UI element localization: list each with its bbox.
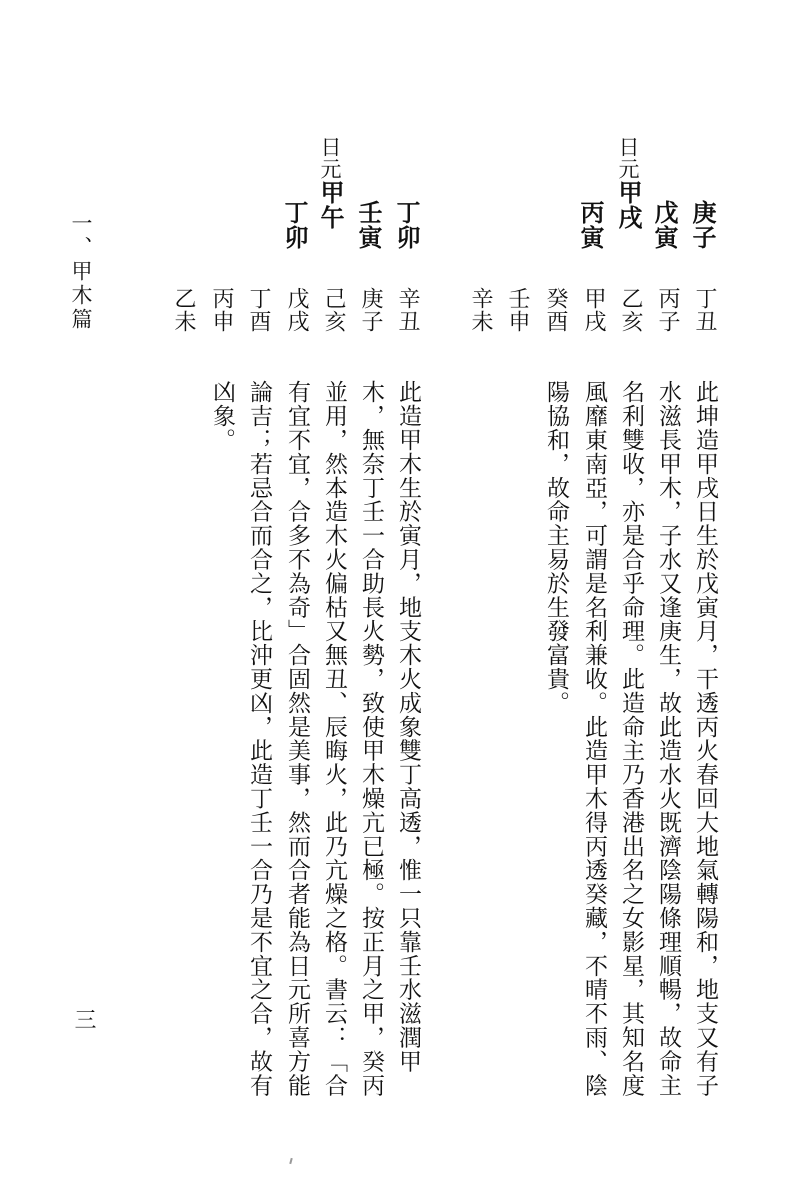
- case1-day-master-label: 日元: [616, 136, 640, 180]
- case2-day-master-label: 日元: [318, 136, 342, 180]
- case1-luck-pillar: 丙子: [655, 287, 680, 333]
- scan-speck: [289, 1158, 292, 1164]
- case2-day-pillar-group: [316, 136, 345, 230]
- case2-text-line: 並用，然本造木火偏枯又無丑、辰晦火，此乃亢燥之格。書云：「合: [321, 380, 347, 1097]
- case1-luck-pillar: 甲戌: [581, 287, 606, 333]
- case2-luck-pillar: 辛丑: [395, 287, 420, 333]
- case2-text-line: 木，無奈丁壬一合助長火勢，致使甲木燥亢已極。按正月之甲，癸丙: [358, 380, 384, 1097]
- running-header: 一、甲木篇: [69, 212, 93, 332]
- case1-luck-pillar: 丁丑: [692, 287, 717, 333]
- case1-luck-pillar: 癸酉: [543, 287, 568, 333]
- case1-text-line: 水滋長甲木，子水又逢庚生，故此造水火既濟陰陽條理順暢，故命主: [655, 380, 681, 1097]
- case1-text-line: 名利雙收，亦是合乎命理。此造命主乃香港出名之女影星，其知名度: [618, 380, 644, 1097]
- case1-luck-pillar: 乙亥: [618, 287, 643, 333]
- case1-text-line: 陽協和，故命主易於生發富貴。: [543, 380, 569, 715]
- case2-luck-pillar: 丁酉: [246, 287, 271, 333]
- case1-luck-pillar: 壬申: [505, 287, 530, 333]
- case2-luck-pillar: 己亥: [321, 287, 346, 333]
- case1-month-pillar: 戊寅: [650, 200, 679, 250]
- case1-luck-pillar: 辛未: [468, 287, 493, 333]
- case1-text-line: 風靡東南亞，可謂是名利兼收。此造甲木得丙透癸藏，不晴不雨、陰: [581, 380, 607, 1097]
- case2-text-line: 凶象。: [209, 380, 235, 452]
- case2-text-line: 有宜不宜，合多不為奇」合固然是美事，然而合者能為日元所喜方能: [284, 380, 310, 1097]
- case2-luck-pillar: 庚子: [358, 287, 383, 333]
- case1-text-line: 此坤造甲戌日生於戊寅月，干透丙火春回大地氣轉陽和，地支又有子: [692, 380, 718, 1097]
- case2-text-line: 此造甲木生於寅月，地支木火成象雙丁高透，惟一只靠壬水滋潤甲: [395, 380, 421, 1074]
- case2-luck-pillar: 乙未: [171, 287, 196, 333]
- case2-year-pillar: 丁卯: [392, 200, 421, 250]
- case1-day-pillar-group: [614, 136, 643, 230]
- case2-hour-pillar: 丁卯: [280, 200, 309, 250]
- case2-text-line: 論吉；若忌合而合之，比沖更凶，此造丁壬一合乃是不宜之合，故有: [246, 380, 272, 1097]
- case1-hour-pillar: 丙寅: [576, 200, 605, 250]
- case1-day-pillar: 甲戌: [614, 180, 643, 230]
- page-number: 三: [71, 1008, 96, 1030]
- case2-luck-pillar: 戊戌: [284, 287, 309, 333]
- case2-luck-pillar: 丙申: [209, 287, 234, 333]
- case2-month-pillar: 壬寅: [354, 200, 383, 250]
- case1-year-pillar: 庚子: [688, 200, 717, 250]
- case2-day-pillar: 甲午: [316, 180, 345, 230]
